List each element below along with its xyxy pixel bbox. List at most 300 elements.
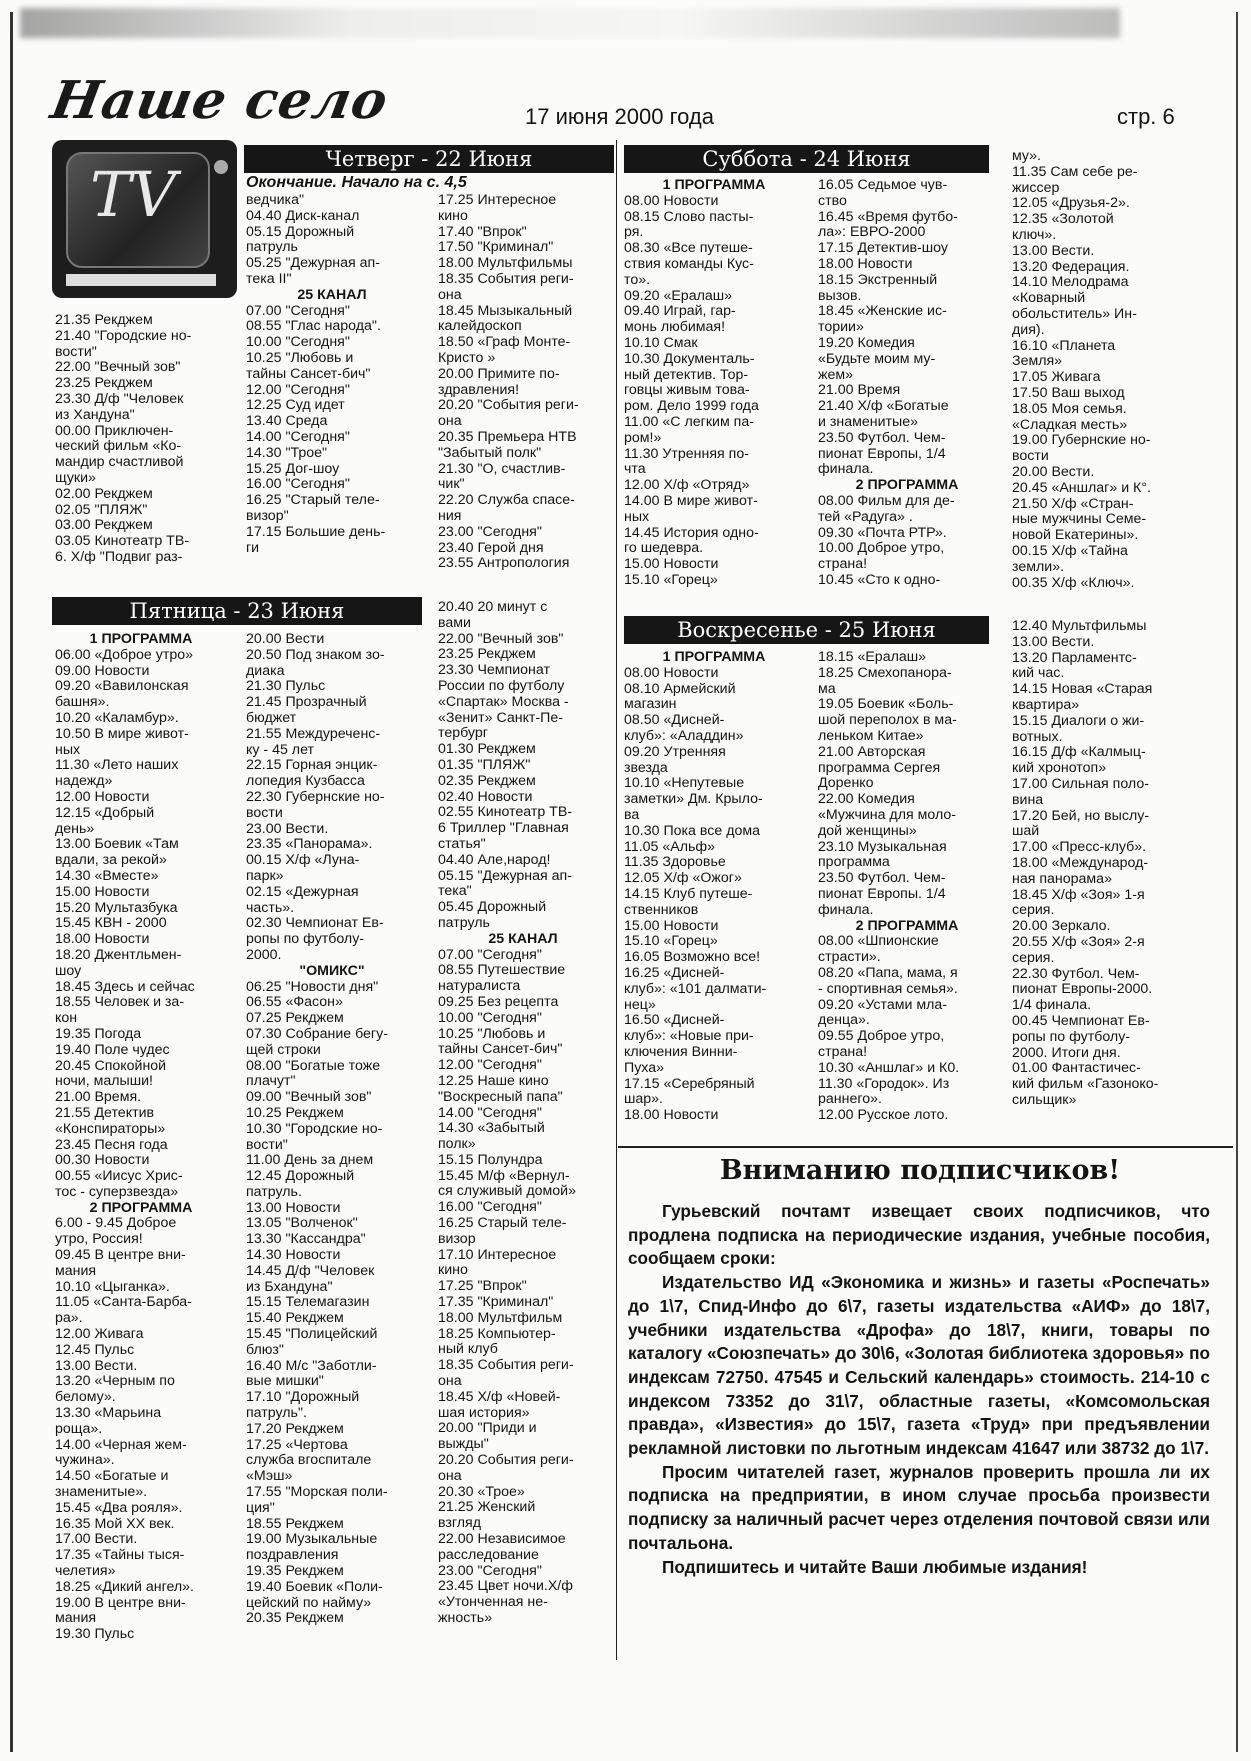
- channel-heading: "ОМИКС": [299, 963, 365, 979]
- schedule-line: блюз": [246, 1342, 284, 1358]
- schedule-line: финала.: [818, 462, 874, 478]
- sunday-col-right: [1012, 619, 1190, 1109]
- schedule-line: утро, Россия!: [55, 1232, 143, 1248]
- schedule-line: 18.35 События реги-: [438, 1358, 574, 1374]
- schedule-line: 10.10 Смак: [624, 335, 698, 351]
- schedule-line: 1/4 финала.: [1012, 998, 1092, 1014]
- schedule-line: 05.25 "Дежурная ап-: [246, 256, 380, 272]
- sunday-col-left: [624, 650, 804, 1124]
- schedule-line: тайны Сансет-бич": [438, 1042, 563, 1058]
- schedule-line: 13.00 Вести.: [1012, 243, 1095, 259]
- scan-smudge: [20, 8, 1120, 38]
- schedule-line: 17.50 Ваш выход: [1012, 385, 1125, 401]
- schedule-line: 13.00 Вести.: [1012, 634, 1095, 650]
- schedule-line: щуки»: [55, 470, 96, 486]
- schedule-line: 23.45 Песня года: [55, 1137, 168, 1153]
- schedule-line: 16.50 «Дисней-: [624, 1013, 725, 1029]
- schedule-line: 08.15 Слово пасты-: [624, 209, 754, 225]
- schedule-line: 12.35 «Золотой: [1012, 212, 1114, 228]
- saturday-header: Суббота - 24 Июня: [624, 145, 989, 173]
- schedule-line: вызов.: [818, 288, 862, 304]
- schedule-line: заметки» Дм. Крыло-: [624, 792, 763, 808]
- schedule-line: она: [438, 414, 462, 430]
- schedule-line: 20.45 Спокойной: [55, 1058, 167, 1074]
- schedule-line: 15.00 Новости: [624, 557, 719, 573]
- schedule-line: 16.05 Возможно все!: [624, 950, 761, 966]
- schedule-line: 13.30 «Марьина: [55, 1406, 162, 1422]
- schedule-line: пионат Европы-2000.: [1012, 982, 1153, 998]
- schedule-line: 16.45 «Время футбо-: [818, 209, 958, 225]
- schedule-line: 13.05 "Волченок": [246, 1216, 358, 1232]
- schedule-line: 21.45 Прозрачный: [246, 695, 367, 711]
- schedule-line: патруль: [438, 915, 490, 931]
- schedule-line: 6.00 - 9.45 Доброе: [55, 1216, 177, 1232]
- schedule-line: ная панорама»: [1012, 871, 1112, 887]
- schedule-line: страна!: [818, 557, 868, 573]
- schedule-line: «Спартак» Москва -: [438, 694, 569, 710]
- schedule-line: натуралиста: [438, 979, 521, 995]
- schedule-line: диака: [246, 663, 285, 679]
- schedule-line: 11.30 «Городок». Из: [818, 1076, 950, 1092]
- schedule-line: 10.00 "Сегодня": [246, 335, 350, 351]
- schedule-line: 18.00 Мультфильм: [438, 1310, 563, 1326]
- schedule-line: ключения Винни-: [624, 1044, 738, 1060]
- schedule-line: 18.55 Человек и за-: [55, 995, 185, 1011]
- schedule-line: 09.45 В центре вни-: [55, 1248, 186, 1264]
- schedule-line: 15.40 Рекджем: [246, 1311, 344, 1327]
- schedule-line: 22.00 "Вечный зов": [438, 631, 564, 647]
- schedule-line: 19.00 В центре вни-: [55, 1595, 186, 1611]
- schedule-line: 16.25 "Старый теле-: [246, 493, 380, 509]
- schedule-line: 14.45 Д/ф "Человек: [246, 1263, 375, 1279]
- schedule-line: 04.40 Але,народ!: [438, 852, 551, 868]
- schedule-line: 16.00 "Сегодня": [246, 477, 350, 493]
- schedule-line: тайны Сансет-бич": [246, 366, 371, 382]
- schedule-line: взгляд: [438, 1516, 481, 1532]
- schedule-line: 19.40 Поле чудес: [55, 1042, 170, 1058]
- schedule-line: 22.00 "Вечный зов": [55, 360, 181, 376]
- schedule-line: цейский по найму»: [246, 1595, 372, 1611]
- schedule-line: 21.55 Междуреченс-: [246, 726, 381, 742]
- schedule-line: 23.35 «Панорама».: [246, 837, 373, 853]
- schedule-line: она: [438, 1374, 462, 1390]
- schedule-line: 13.40 Среда: [246, 414, 328, 430]
- schedule-line: 23.00 Вести.: [246, 821, 329, 837]
- schedule-line: 10.25 "Любовь и: [438, 1026, 546, 1042]
- schedule-line: 16.40 М/с "Заботли-: [246, 1358, 377, 1374]
- schedule-line: 08.00 "Богатые тоже: [246, 1058, 381, 1074]
- schedule-line: 23.30 Д/ф "Человек: [55, 391, 184, 407]
- schedule-line: 11.30 «Лето наших: [55, 758, 179, 774]
- schedule-line: 19.35 Рекджем: [246, 1564, 344, 1580]
- schedule-line: шай: [1012, 824, 1040, 840]
- schedule-line: 14.00 "Сегодня": [246, 429, 350, 445]
- schedule-line: вина: [1012, 792, 1044, 808]
- schedule-line: 20.35 Премьера НТВ: [438, 429, 577, 445]
- schedule-line: 17.05 Живага: [1012, 370, 1101, 386]
- schedule-line: щей строки: [246, 1042, 321, 1058]
- schedule-line: нец»: [624, 997, 656, 1013]
- schedule-line: 02.00 Рекджем: [55, 486, 153, 502]
- schedule-line: плачут": [246, 1074, 296, 1090]
- schedule-line: 09.30 «Почта РТР».: [818, 525, 947, 541]
- schedule-line: 18.25 Компьютер-: [438, 1326, 556, 1342]
- schedule-line: 10.25 Рекджем: [246, 1105, 344, 1121]
- schedule-line: 15.10 «Горец»: [624, 934, 718, 950]
- friday-header: Пятница - 23 Июня: [52, 597, 422, 625]
- schedule-line: 18.55 Рекджем: [246, 1516, 344, 1532]
- schedule-line: 2000.: [246, 947, 282, 963]
- schedule-line: серия.: [1012, 903, 1055, 919]
- schedule-line: 10.30 «Аншлаг» и К0.: [818, 1060, 960, 1076]
- saturday-col-right: [1012, 149, 1190, 591]
- schedule-line: патруль.: [246, 1184, 302, 1200]
- schedule-line: 23.55 Антропология: [438, 556, 570, 572]
- schedule-line: 21.50 Х/ф «Стран-: [1012, 496, 1134, 512]
- thursday-header: Четверг - 22 Июня: [244, 145, 614, 173]
- notice-title: Вниманию подписчиков!: [719, 1155, 1121, 1186]
- schedule-line: 00.55 «Иисус Хрис-: [55, 1169, 183, 1185]
- schedule-line: вости: [246, 805, 283, 821]
- schedule-line: жем»: [818, 367, 854, 383]
- schedule-line: 08.00 Фильм для де-: [818, 493, 955, 509]
- schedule-line: ведчика": [246, 193, 304, 208]
- schedule-line: 10.10 «Непутевые: [624, 776, 745, 792]
- schedule-line: 07.00 "Сегодня": [246, 303, 350, 319]
- schedule-line: пионат Европы, 1/4: [818, 446, 946, 462]
- schedule-line: 02.55 Кинотеатр ТВ-: [438, 805, 573, 821]
- schedule-line: 01.30 Рекджем: [438, 742, 536, 758]
- schedule-line: 05.15 "Дежурная ап-: [438, 868, 572, 884]
- schedule-line: 11.05 «Санта-Барба-: [55, 1295, 192, 1311]
- schedule-line: мандир счастливой: [55, 455, 184, 471]
- schedule-line: 21.25 Женский: [438, 1500, 536, 1516]
- schedule-line: 20.35 Рекджем: [246, 1611, 344, 1627]
- schedule-line: 18.00 Мультфильмы: [438, 256, 573, 272]
- schedule-line: «Конспираторы»: [55, 1121, 166, 1137]
- friday-col-mid: [246, 632, 418, 1627]
- schedule-line: тека II": [246, 271, 292, 287]
- schedule-line: 18.05 Моя семья.: [1012, 401, 1127, 417]
- schedule-line: 00.35 Х/ф «Ключ».: [1012, 575, 1135, 591]
- schedule-line: 11.00 «С легким па-: [624, 414, 754, 430]
- schedule-line: финала.: [818, 902, 874, 918]
- schedule-line: 19.05 Боевик «Боль-: [818, 697, 954, 713]
- schedule-line: 11.05 «Альф»: [624, 839, 715, 855]
- schedule-line: 19.00 Музыкальные: [246, 1532, 378, 1548]
- schedule-line: 15.45 М/ф «Вернул-: [438, 1168, 570, 1184]
- schedule-line: 17.25 Интересное: [438, 193, 557, 208]
- schedule-line: 20.30 «Трое»: [438, 1484, 525, 1500]
- schedule-line: ся служивый домой»: [438, 1184, 576, 1200]
- tv-knob: [214, 160, 228, 174]
- schedule-line: монь любимая!: [624, 320, 726, 336]
- schedule-line: 09.00 Новости: [55, 663, 150, 679]
- schedule-line: Земля»: [1012, 354, 1063, 370]
- thursday-col-mid: [246, 193, 418, 556]
- schedule-line: ром!»: [624, 430, 662, 446]
- schedule-line: 01.35 "ПЛЯЖ": [438, 757, 531, 773]
- schedule-line: 17.55 "Морская поли-: [246, 1485, 388, 1501]
- schedule-line: белому».: [55, 1390, 116, 1406]
- thursday-subtitle: Окончание. Начало на с. 4,5: [246, 174, 467, 191]
- schedule-line: 22.00 Независимое: [438, 1532, 566, 1548]
- schedule-line: ных: [624, 509, 650, 525]
- schedule-line: 22.00 Комедия: [818, 792, 915, 808]
- schedule-line: 18.00 Новости: [818, 256, 913, 272]
- schedule-line: 09.00 "Вечный зов": [246, 1090, 372, 1106]
- channel-heading: 25 КАНАЛ: [488, 931, 558, 947]
- schedule-line: 17.15 Большие день-: [246, 524, 386, 540]
- schedule-line: ный детектив. Тор-: [624, 367, 749, 383]
- schedule-line: 15.00 Новости: [55, 884, 150, 900]
- schedule-line: чужина».: [55, 1453, 115, 1469]
- schedule-line: 21.00 Время: [818, 383, 901, 399]
- tv-logo: [52, 140, 237, 298]
- schedule-line: 18.20 Джентльмен-: [55, 947, 182, 963]
- schedule-line: 06.00 «Доброе утро»: [55, 647, 193, 663]
- schedule-line: 09.55 Доброе утро,: [818, 1029, 945, 1045]
- schedule-line: 18.45 Х/ф «Зоя» 1-я: [1012, 887, 1145, 903]
- schedule-line: 14.50 «Богатые и: [55, 1469, 169, 1485]
- schedule-line: 12.40 Мультфильмы: [1012, 619, 1147, 634]
- schedule-line: 13.20 «Черным по: [55, 1374, 175, 1390]
- schedule-line: 16.10 «Планета: [1012, 338, 1116, 354]
- page-number: стр. 6: [1117, 104, 1175, 129]
- schedule-line: «Зенит» Санкт-Пе-: [438, 710, 563, 726]
- schedule-line: ных: [55, 742, 81, 758]
- schedule-line: вые мишки": [246, 1374, 324, 1390]
- schedule-line: 08.20 «Папа, мама, я: [818, 965, 958, 981]
- schedule-line: 15.45 КВН - 2000: [55, 916, 167, 932]
- schedule-line: ла»: ЕВРО-2000: [818, 225, 926, 241]
- schedule-line: 18.50 «Граф Монте-: [438, 335, 571, 351]
- sunday-col-mid: [818, 650, 996, 1124]
- schedule-line: выжды": [438, 1437, 489, 1453]
- schedule-line: 09.20 Утренняя: [624, 744, 726, 760]
- schedule-line: Пуха»: [624, 1060, 665, 1076]
- schedule-line: 13.20 Федерация.: [1012, 259, 1130, 275]
- schedule-line: 14.10 Мелодрама: [1012, 275, 1129, 291]
- schedule-line: 03.05 Кинотеатр ТВ-: [55, 534, 190, 550]
- schedule-line: - спортивная семья».: [818, 981, 958, 997]
- schedule-line: 17.25 "Впрок": [438, 1279, 527, 1295]
- schedule-line: 12.05 Х/ф «Ожог»: [624, 871, 742, 887]
- notice-body: [628, 1200, 1210, 1579]
- schedule-line: 15.15 Телемагазин: [246, 1295, 370, 1311]
- schedule-line: 20.00 Зеркало.: [1012, 919, 1111, 935]
- schedule-line: 17.10 "Дорожный: [246, 1390, 360, 1406]
- schedule-line: она: [438, 1468, 462, 1484]
- schedule-line: вотных.: [1012, 729, 1063, 745]
- schedule-line: 20.00 "Приди и: [438, 1421, 537, 1437]
- schedule-line: челетия»: [55, 1564, 116, 1580]
- schedule-line: 17.15 «Серебряный: [624, 1076, 755, 1092]
- schedule-line: 14.30 «Забытый: [438, 1121, 545, 1137]
- schedule-line: 20.55 Х/ф «Зоя» 2-я: [1012, 934, 1145, 950]
- schedule-line: 20.45 «Аншлаг» и К°.: [1012, 480, 1151, 496]
- schedule-line: 08.00 Новости: [624, 665, 719, 681]
- channel-heading: 2 ПРОГРАММА: [855, 918, 959, 934]
- schedule-line: 18.35 События реги-: [438, 271, 574, 287]
- schedule-line: тос - суперзвезда»: [55, 1184, 179, 1200]
- schedule-line: 20.40 20 минут с: [438, 600, 548, 615]
- schedule-line: 16.35 Мой ХХ век.: [55, 1516, 175, 1532]
- schedule-line: 15.45 "Полицейский: [246, 1327, 378, 1343]
- schedule-line: 17.35 "Криминал": [438, 1295, 554, 1311]
- schedule-line: тека": [438, 884, 472, 900]
- schedule-line: ствия команды Кус-: [624, 256, 754, 272]
- schedule-line: 20.00 Примите по-: [438, 366, 560, 382]
- schedule-line: «Утонченная не-: [438, 1595, 548, 1611]
- schedule-line: 21.40 "Городские но-: [55, 328, 192, 344]
- schedule-line: "Забытый полк": [438, 445, 542, 461]
- friday-col-left: [55, 632, 227, 1643]
- schedule-line: 12.00 Живага: [55, 1327, 144, 1343]
- schedule-line: обольститель» Ин-: [1012, 306, 1137, 322]
- schedule-line: жиссер: [1012, 180, 1060, 196]
- schedule-line: 08.00 «Шпионские: [818, 934, 939, 950]
- schedule-line: чта: [624, 462, 646, 478]
- schedule-line: 17.10 Интересное: [438, 1247, 557, 1263]
- schedule-line: расследование: [438, 1547, 539, 1563]
- schedule-line: 14.00 В мире живот-: [624, 493, 758, 509]
- schedule-line: роща».: [55, 1421, 103, 1437]
- channel-heading: 2 ПРОГРАММА: [855, 478, 959, 494]
- schedule-line: тей «Радуга» .: [818, 509, 913, 525]
- schedule-line: 12.25 Наше кино: [438, 1073, 549, 1089]
- schedule-line: 2000. Итоги дня.: [1012, 1045, 1121, 1061]
- schedule-line: 11.00 День за днем: [246, 1153, 374, 1169]
- schedule-line: 10.00 "Сегодня": [438, 1010, 542, 1026]
- schedule-line: 22.20 Служба спасе-: [438, 493, 575, 509]
- schedule-line: 00.45 Чемпионат Ев-: [1012, 1013, 1150, 1029]
- schedule-line: вости": [246, 1137, 288, 1153]
- schedule-line: 02.05 "ПЛЯЖ": [55, 502, 148, 518]
- schedule-line: сильщик»: [1012, 1092, 1077, 1108]
- schedule-line: 20.20 "События реги-: [438, 398, 579, 414]
- schedule-line: 23.25 Рекджем: [55, 376, 153, 392]
- schedule-line: раннего».: [818, 1092, 882, 1108]
- schedule-line: 19.00 Губернские но-: [1012, 433, 1151, 449]
- tv-logo-text: TV: [90, 158, 177, 231]
- schedule-line: кий фильм «Газоноко-: [1012, 1077, 1159, 1093]
- schedule-line: программа Сергея: [818, 760, 941, 776]
- schedule-line: 12.00 Русское лото.: [818, 1108, 949, 1124]
- schedule-line: 12.00 "Сегодня": [438, 1058, 542, 1074]
- schedule-line: 17.00 «Пресс-клуб».: [1012, 840, 1147, 856]
- thursday-col-left: [55, 313, 227, 566]
- schedule-line: 22.30 Футбол. Чем-: [1012, 966, 1140, 982]
- notice-paragraph: Просим читателей газет, журналов проверить прошла ли их подписка на предприятии, в ином случае просьба произвести подписку за наличный расчет через отделения почтовой связи или почтальона.: [628, 1461, 1210, 1553]
- schedule-line: бюджет: [246, 710, 297, 726]
- schedule-line: 10.50 В мире живот-: [55, 726, 189, 742]
- schedule-line: 07.25 Рекджем: [246, 1011, 344, 1027]
- schedule-line: 14.00 "Сегодня": [438, 1105, 542, 1121]
- schedule-line: «Будьте моим му-: [818, 351, 936, 367]
- schedule-line: 02.40 Новости: [438, 789, 533, 805]
- schedule-line: 13.00 Вести.: [55, 1358, 138, 1374]
- schedule-line: квартира»: [1012, 697, 1080, 713]
- schedule-line: 02.15 «Дежурная: [246, 884, 359, 900]
- schedule-line: 10.30 Документаль-: [624, 351, 755, 367]
- schedule-line: 15.45 «Два рояля».: [55, 1500, 183, 1516]
- schedule-line: 10.20 «Каламбур».: [55, 710, 179, 726]
- schedule-line: 15.20 Мультазбука: [55, 900, 178, 916]
- schedule-line: 11.30 Утренняя по-: [624, 446, 749, 462]
- schedule-line: кино: [438, 1263, 468, 1279]
- schedule-line: 23.50 Футбол. Чем-: [818, 430, 946, 446]
- schedule-line: 6. Х/ф "Подвиг раз-: [55, 549, 183, 565]
- schedule-line: 16.15 Д/ф «Калмыц-: [1012, 745, 1146, 761]
- schedule-line: 13.00 Боевик «Там: [55, 837, 179, 853]
- schedule-line: ные мужчины Семе-: [1012, 512, 1147, 528]
- schedule-line: патруль: [246, 240, 298, 256]
- schedule-line: 23.00 "Сегодня": [438, 1563, 542, 1579]
- schedule-line: 23.45 Цвет ночи.Х/ф: [438, 1579, 573, 1595]
- schedule-line: 08.30 «Все путеше-: [624, 241, 753, 257]
- schedule-line: 23.40 Герой дня: [438, 540, 544, 556]
- schedule-line: день»: [55, 821, 95, 837]
- schedule-line: ния: [438, 508, 462, 524]
- schedule-line: вами: [438, 615, 471, 631]
- schedule-line: 21.55 Детектив: [55, 1105, 155, 1121]
- schedule-line: 6 Триллер "Главная: [438, 821, 569, 837]
- schedule-line: 21.30 "О, счастлив-: [438, 461, 566, 477]
- schedule-line: звезда: [624, 760, 668, 776]
- schedule-line: 10.10 «Цыганка».: [55, 1279, 170, 1295]
- channel-heading: 1 ПРОГРАММА: [662, 178, 766, 193]
- schedule-line: кий хронотоп»: [1012, 761, 1107, 777]
- schedule-line: поздравления: [246, 1548, 339, 1564]
- schedule-line: 08.55 "Глас народа".: [246, 319, 381, 335]
- schedule-line: 14.45 История одно-: [624, 525, 759, 541]
- schedule-line: надежд»: [55, 774, 113, 790]
- schedule-line: мания: [55, 1611, 97, 1627]
- schedule-line: 21.00 Время.: [55, 1090, 142, 1106]
- schedule-line: вости": [55, 344, 97, 360]
- schedule-line: 06.25 "Новости дня": [246, 979, 379, 995]
- schedule-line: страна!: [818, 1044, 868, 1060]
- schedule-line: 23.30 Чемпионат: [438, 663, 550, 679]
- schedule-line: 15.15 Диалоги о жи-: [1012, 713, 1145, 729]
- saturday-col-mid: [818, 178, 996, 589]
- schedule-line: 20.20 События реги-: [438, 1453, 574, 1469]
- schedule-line: «Мужчина для моло-: [818, 807, 957, 823]
- schedule-line: клуб»: «Аладдин»: [624, 728, 744, 744]
- schedule-line: «Сладкая месть»: [1012, 417, 1128, 433]
- schedule-line: 05.45 Дорожный: [438, 900, 547, 916]
- schedule-line: дой женщины»: [818, 823, 917, 839]
- schedule-line: статья": [438, 836, 486, 852]
- schedule-line: калейдоскоп: [438, 319, 522, 335]
- schedule-line: 18.25 Смехопанора-: [818, 665, 952, 681]
- schedule-line: ку - 45 лет: [246, 742, 314, 758]
- schedule-line: шая история»: [438, 1405, 530, 1421]
- schedule-line: башня».: [55, 695, 110, 711]
- schedule-line: 20.00 Вести.: [1012, 464, 1095, 480]
- schedule-line: служба вгоспитале: [246, 1453, 372, 1469]
- notice-paragraph: Гурьевский почтамт извещает своих подписчиков, что продлена подписка на периодические издания, учебные пособия, сообщаем сроки:: [628, 1201, 1210, 1269]
- schedule-line: му».: [1012, 149, 1041, 164]
- friday-col-right: [438, 600, 608, 1627]
- schedule-line: тербург: [438, 726, 488, 742]
- schedule-line: из Хандуна": [55, 407, 135, 423]
- schedule-line: вости: [1012, 449, 1049, 465]
- schedule-line: ма: [818, 681, 836, 697]
- schedule-line: 02.30 Чемпионат Ев-: [246, 916, 384, 932]
- schedule-line: 14.30 Новости: [246, 1248, 341, 1264]
